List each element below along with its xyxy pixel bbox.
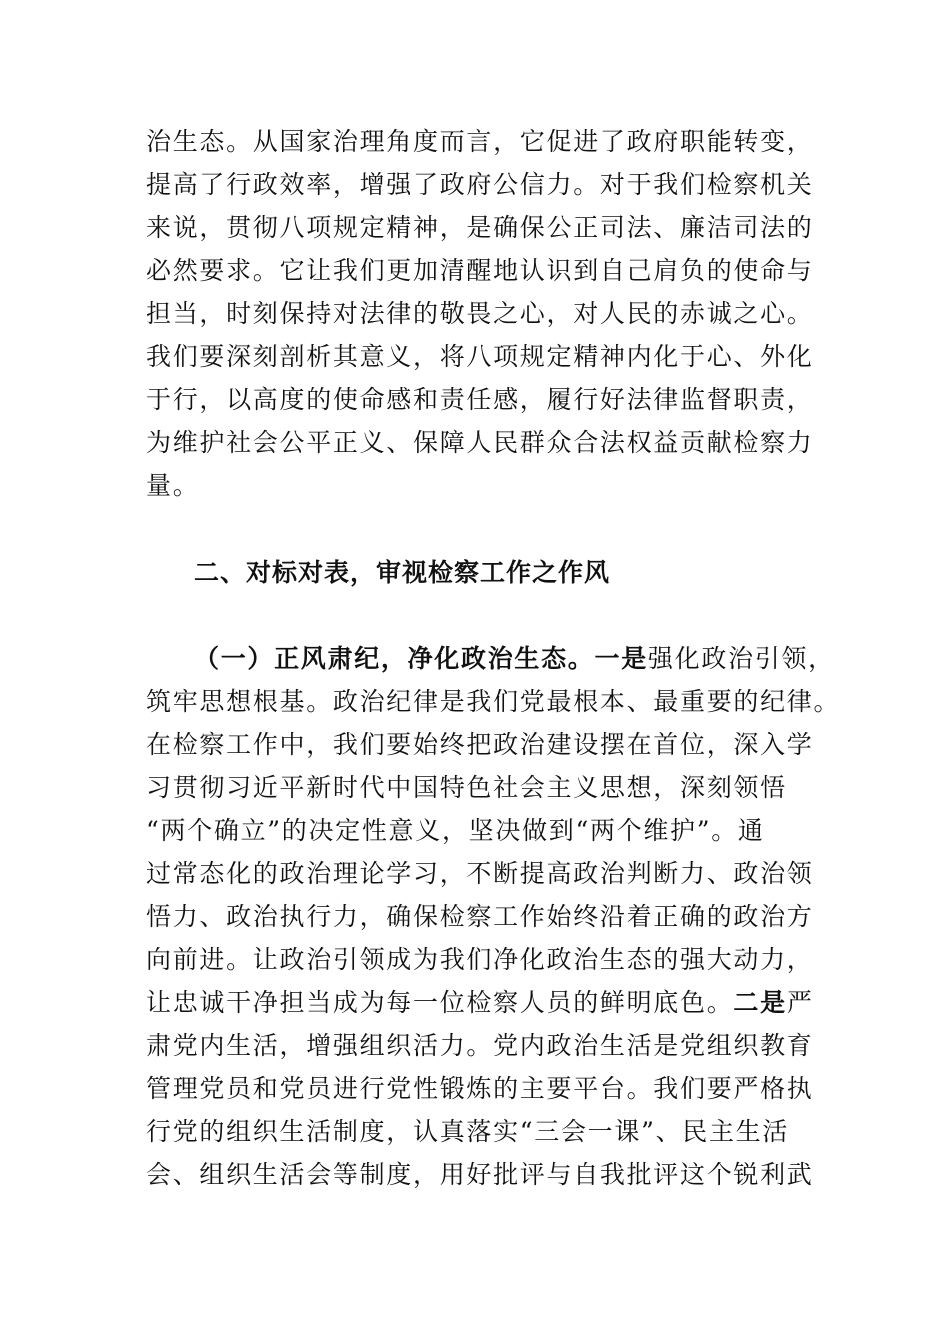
text-line: 治生态。从国家治理角度而言，它促进了政府职能转变， (146, 127, 814, 156)
text-line: 过常态化的政治理论学习，不断提高政治判断力、政治领 (146, 859, 814, 888)
text-line: 担当，时刻保持对法律的敬畏之心，对人民的赤诚之心。 (146, 299, 814, 328)
text-line: 行党的组织生活制度，认真落实“三会一课”、民主生活 (146, 1117, 790, 1146)
text-line: “两个确立”的决定性意义，坚决做到“两个维护”。通 (146, 816, 765, 845)
text-line: 悟力、政治执行力，确保检察工作始终沿着正确的政治方 (146, 902, 814, 931)
text-line: 来说，贯彻八项规定精神，是确保公正司法、廉洁司法的 (146, 213, 814, 242)
subsection-title: （一）正风肃纪，净化政治生态。 (194, 644, 595, 673)
text-line-with-point (146, 990, 814, 1015)
text-line: 习贯彻习近平新时代中国特色社会主义思想，深刻领悟 (146, 773, 787, 802)
text-line: 我们要深刻剖析其意义，将八项规定精神内化于心、外化 (146, 342, 814, 371)
text-line: 肃党内生活，增强组织活力。党内政治生活是党组织教育 (146, 1031, 814, 1060)
text-line: 量。 (146, 471, 200, 500)
text-line: 管理党员和党员进行党性锻炼的主要平台。我们要严格执 (146, 1074, 814, 1103)
text-line: 提高了行政效率，增强了政府公信力。对于我们检察机关 (146, 170, 814, 199)
text-segment: 严 (786, 988, 814, 1017)
subsection-first-line (194, 646, 835, 671)
text-line: 筑牢思想根基。政治纪律是我们党最根本、最重要的纪律。 (146, 687, 841, 716)
text-line: 必然要求。它让我们更加清醒地认识到自己肩负的使命与 (146, 256, 814, 285)
section-heading: 二、对标对表，审视检察工作之作风 (194, 558, 611, 587)
text-segment: 让忠诚干净担当成为每一位检察人员的鲜明底色。 (146, 988, 734, 1017)
text-line: 于行，以高度的使命感和责任感，履行好法律监督职责， (146, 385, 814, 414)
text-line: 向前进。让政治引领成为我们净化政治生态的强大动力， (146, 945, 814, 974)
text-line: 会、组织生活会等制度，用好批评与自我批评这个锐利武 (146, 1160, 814, 1189)
point-label: 一是 (594, 644, 648, 673)
text-line: 为维护社会公平正义、保障人民群众合法权益贡献检察力 (146, 428, 814, 457)
point-label: 二是 (733, 988, 787, 1017)
text-segment: 强化政治引领， (647, 644, 835, 673)
text-line: 在检察工作中，我们要始终把政治建设摆在首位，深入学 (146, 730, 814, 759)
